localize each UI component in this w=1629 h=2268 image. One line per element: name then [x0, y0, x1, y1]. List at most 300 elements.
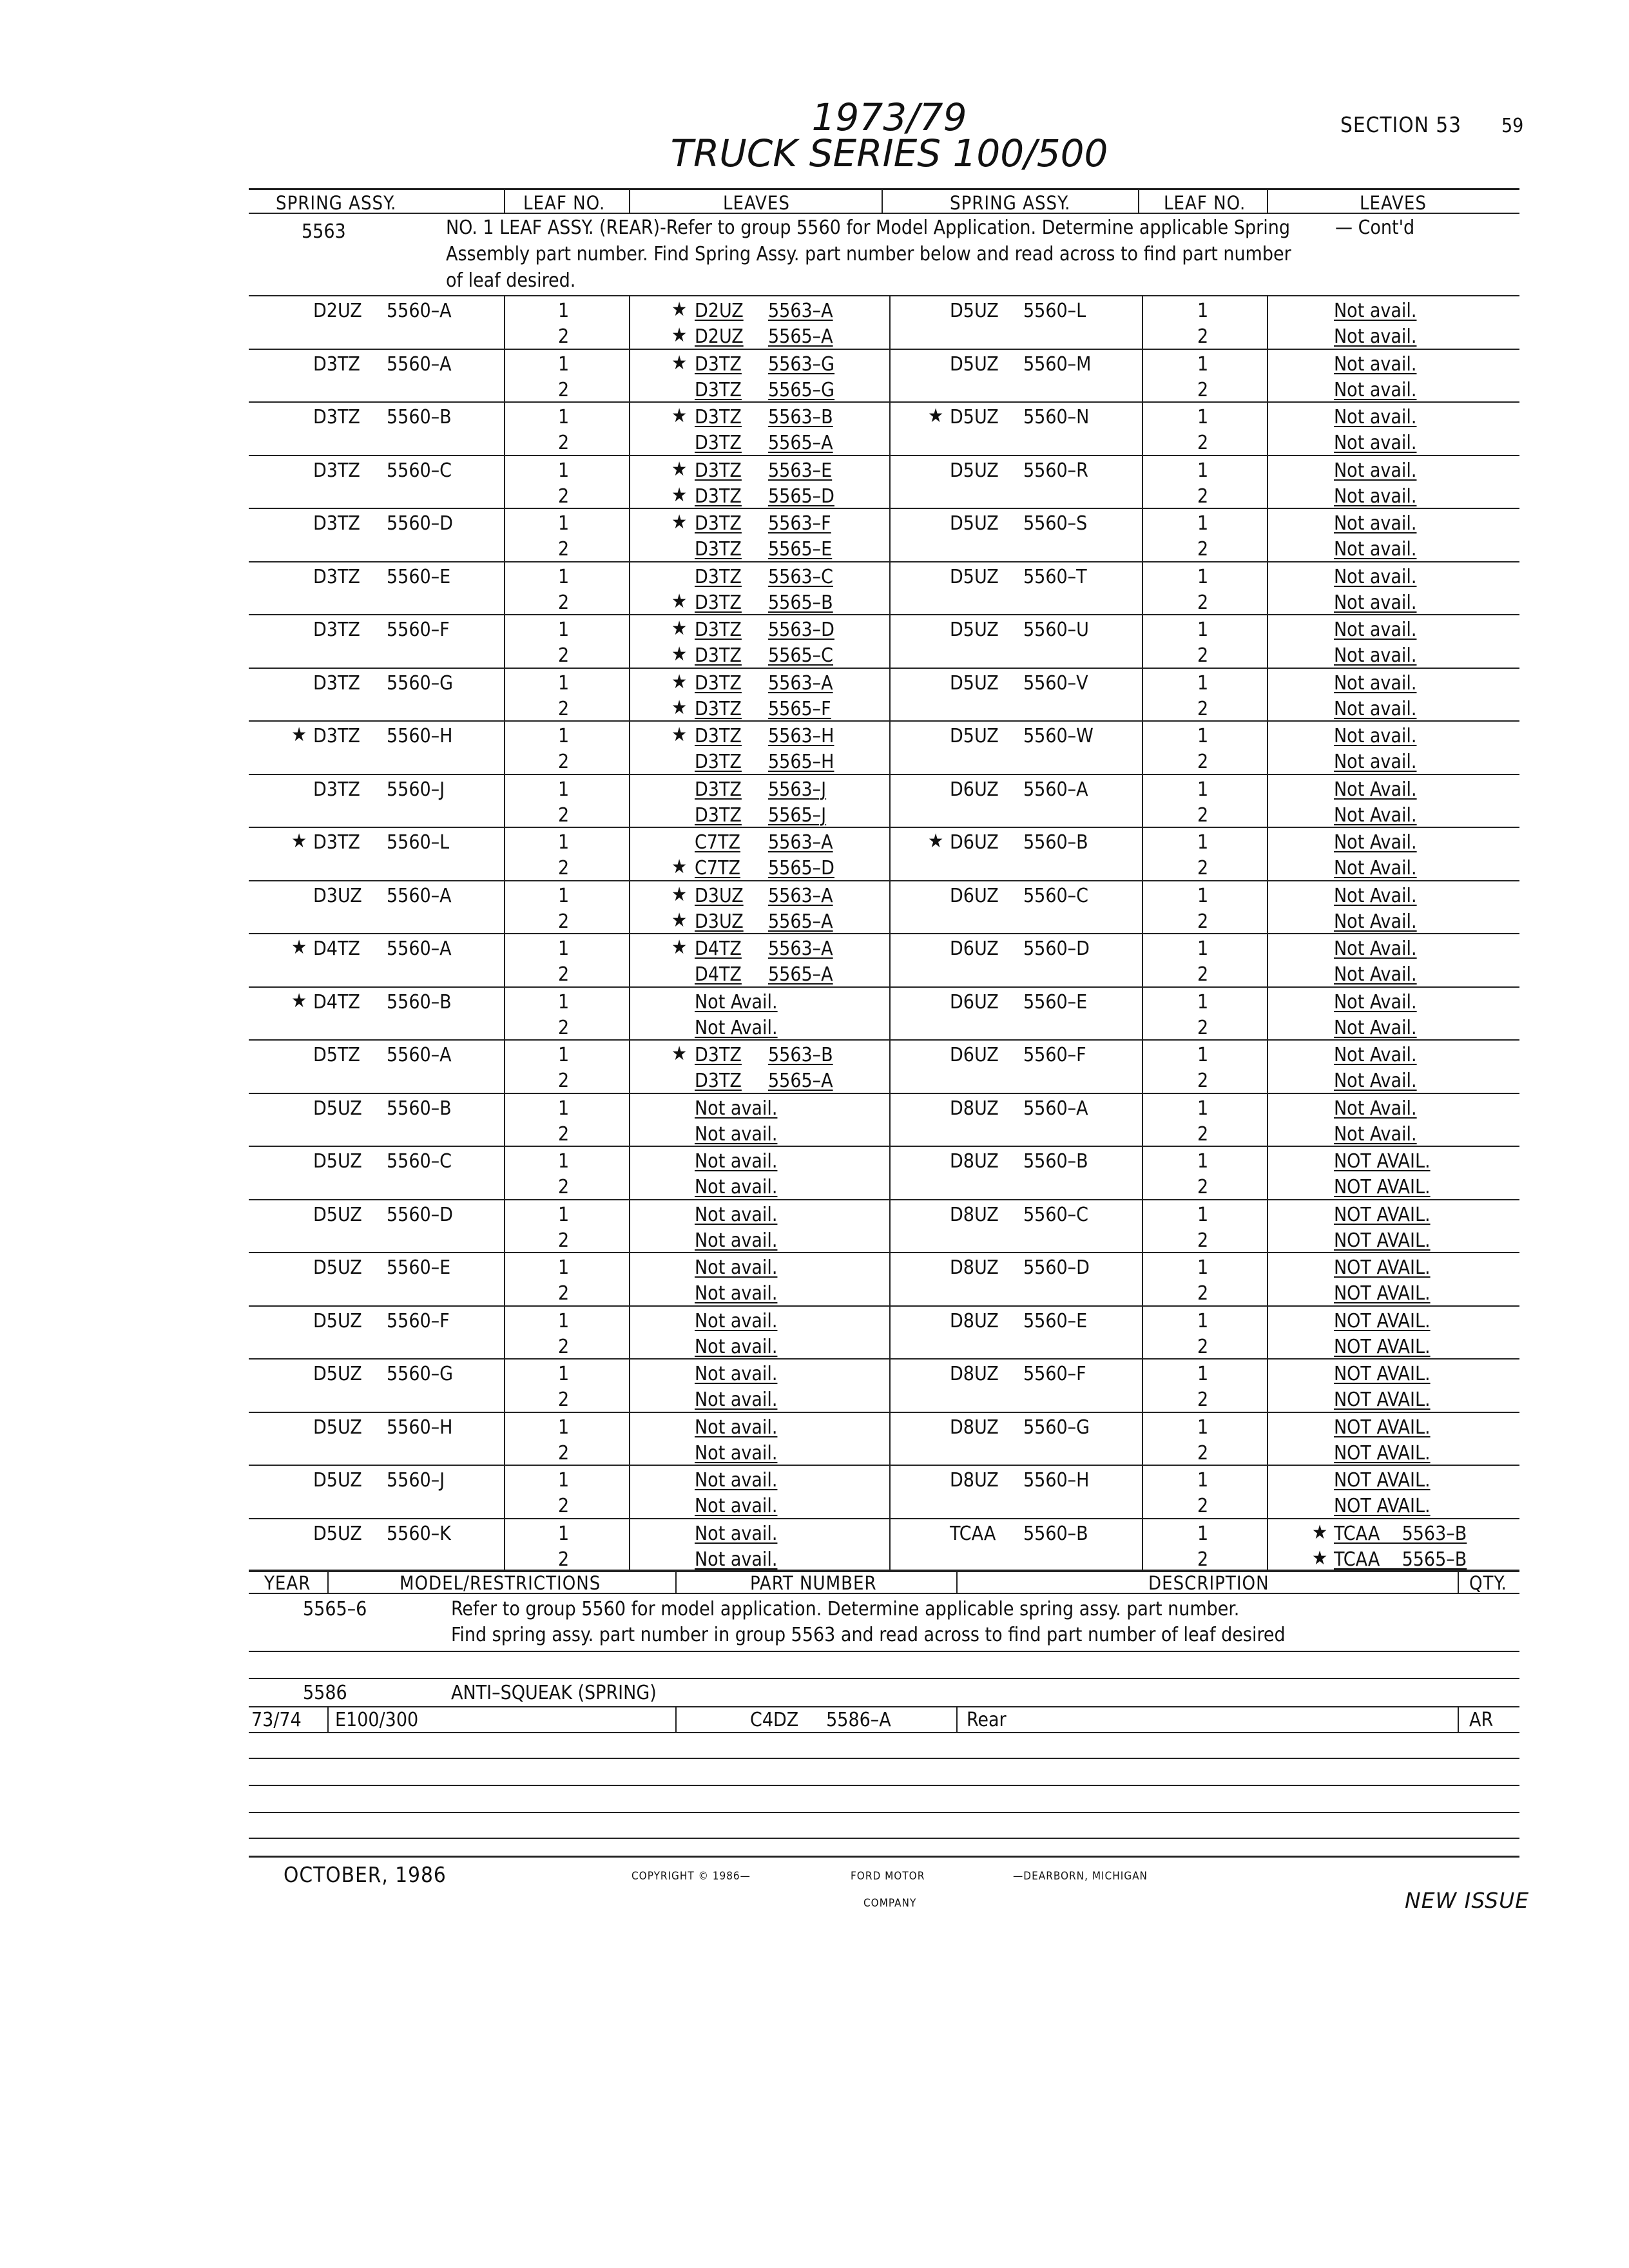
col-header-leaves-2: LEAVES — [1360, 192, 1427, 214]
spring-assy-number-2: 5560–V — [1023, 671, 1088, 695]
spring-assy-number: 5560–A — [387, 300, 452, 322]
group-intro-contd: — Cont'd — [1335, 216, 1415, 239]
leaf-status-right: Not avail. — [1334, 378, 1417, 401]
leaf-status-right: NOT AVAIL. — [1334, 1150, 1431, 1173]
leaf-no-1: 1 — [558, 778, 570, 801]
spring-assy-prefix: D5UZ — [313, 1363, 362, 1385]
leaf-part-prefix: D3TZ — [695, 751, 742, 773]
spring-assy-prefix-2: D5UZ — [950, 352, 999, 376]
leaf-not-avail: Not avail. — [695, 1309, 778, 1332]
leaf-status-right: Not Avail. — [1334, 778, 1417, 801]
spring-assy-prefix: D5UZ — [313, 1522, 362, 1545]
star-icon: ★ — [671, 511, 688, 533]
leaf-part-prefix: D3TZ — [695, 803, 742, 827]
leaf-no-2-right: 2 — [1197, 751, 1209, 773]
footer-new-issue: NEW ISSUE — [1405, 1888, 1530, 1913]
col-divider — [675, 1570, 677, 1593]
spring-assy-prefix-2: D6UZ — [950, 990, 999, 1014]
leaf-status-right: Not Avail. — [1334, 831, 1417, 854]
star-icon: ★ — [1312, 1546, 1328, 1570]
col-divider — [629, 188, 630, 213]
leaf-no-1-right: 1 — [1197, 831, 1209, 854]
leaf-no-1: 1 — [558, 352, 570, 376]
leaf-no-2-right: 2 — [1197, 910, 1209, 933]
leaf-no-2-right: 2 — [1197, 803, 1209, 827]
col-divider — [956, 1706, 958, 1732]
spring-assy-prefix-2: D5UZ — [950, 565, 999, 588]
leaf-no-1: 1 — [558, 1150, 570, 1173]
spring-assy-number-2: 5560–R — [1023, 459, 1088, 482]
spring-assy-prefix-2: D5UZ — [950, 671, 999, 695]
star-icon: ★ — [671, 590, 688, 613]
leaf-no-2-right: 2 — [1197, 1441, 1209, 1465]
spring-assy-prefix-2: D6UZ — [950, 1044, 999, 1066]
col-header-qty: QTY. — [1469, 1572, 1507, 1594]
spring-assy-prefix-2: D8UZ — [950, 1363, 999, 1385]
spring-assy-number: 5560–H — [387, 725, 453, 747]
spring-assy-prefix: D3TZ — [313, 352, 360, 376]
leaf-not-avail: Not avail. — [695, 1122, 778, 1146]
leaf-no-1-right: 1 — [1197, 1203, 1209, 1226]
row-separator — [249, 668, 1519, 669]
leaf-no-1: 1 — [558, 884, 570, 907]
leaf-no-1: 1 — [558, 1044, 570, 1066]
leaf-status-right: Not Avail. — [1334, 990, 1417, 1014]
spring-assy-prefix-2: D8UZ — [950, 1150, 999, 1173]
leaf-no-1: 1 — [558, 1522, 570, 1545]
leaf-status-right: Not Avail. — [1334, 1097, 1417, 1120]
spring-assy-number: 5560–A — [387, 937, 452, 960]
blank-row-rule — [249, 1785, 1519, 1786]
leaf-no-1: 1 — [558, 937, 570, 960]
leaf-status-right: Not avail. — [1334, 485, 1417, 508]
group-code-5563: 5563 — [302, 220, 346, 243]
leaf-no-1: 1 — [558, 300, 570, 322]
leaf-part-number: 5563–A — [768, 300, 833, 322]
row-separator — [249, 1412, 1519, 1413]
spring-assy-number: 5560–A — [387, 352, 452, 376]
leaf-status-right: NOT AVAIL. — [1334, 1389, 1431, 1411]
col-divider — [1458, 1706, 1459, 1732]
star-icon: ★ — [671, 670, 688, 693]
leaf-no-2-right: 2 — [1197, 1122, 1209, 1146]
footer-dearborn: —DEARBORN, MICHIGAN — [1013, 1870, 1148, 1883]
leaf-no-2-right: 2 — [1197, 1335, 1209, 1358]
row-separator — [249, 349, 1519, 350]
row-separator — [249, 827, 1519, 828]
col-header-spring-assy: SPRING ASSY. — [276, 192, 397, 214]
spring-assy-prefix: D5UZ — [313, 1203, 362, 1226]
row-separator — [249, 1199, 1519, 1200]
spring-assy-prefix: D3TZ — [313, 831, 360, 854]
leaf-part-number: 5563–A — [768, 937, 833, 960]
leaf-part-number: 5565–E — [768, 538, 833, 561]
leaf-part-number: 5563–F — [768, 512, 831, 535]
spring-assy-number-2: 5560–G — [1023, 1416, 1090, 1439]
leaf-part-prefix: D3TZ — [695, 378, 742, 401]
spring-assy-prefix-2: D5UZ — [950, 725, 999, 747]
leaf-no-2-right: 2 — [1197, 697, 1209, 720]
leaf-status-right: Not avail. — [1334, 751, 1417, 773]
leaf-no-1: 1 — [558, 831, 570, 854]
row-separator — [249, 1305, 1519, 1307]
row-separator — [249, 295, 1519, 296]
leaf-part-number: 5563–B — [768, 1044, 833, 1066]
spring-assy-prefix-2: D6UZ — [950, 831, 999, 854]
leaf-no-2: 2 — [558, 963, 570, 986]
spring-assy-number: 5560–B — [387, 990, 452, 1014]
spring-assy-number: 5560–E — [387, 565, 451, 588]
leaf-part-prefix: D3TZ — [695, 485, 742, 508]
leaf-part-number: 5565–D — [768, 857, 834, 879]
leaf-no-1-right: 1 — [1197, 459, 1209, 482]
leaf-status-right: NOT AVAIL. — [1334, 1335, 1431, 1358]
leaf-no-2-right: 2 — [1197, 644, 1209, 667]
spring-assy-prefix-2: D5UZ — [950, 459, 999, 482]
row-separator — [249, 1039, 1519, 1041]
leaf-no-2-right: 2 — [1197, 1548, 1209, 1571]
page-year-range: 1973/79 — [811, 95, 967, 139]
leaf-part-prefix: D3TZ — [695, 1070, 742, 1092]
leaf-status-right: NOT AVAIL. — [1334, 1309, 1431, 1332]
leaf-status-right: NOT AVAIL. — [1334, 1495, 1431, 1517]
leaf-status-right: TCAA 5565–B — [1334, 1548, 1467, 1571]
leaf-not-avail: Not avail. — [695, 1416, 778, 1439]
leaf-not-avail: Not avail. — [695, 1389, 778, 1411]
leaf-no-2: 2 — [558, 1016, 570, 1039]
leaf-no-1: 1 — [558, 990, 570, 1014]
footer-company: COMPANY — [863, 1897, 917, 1910]
group-intro-line3: of leaf desired. — [446, 269, 576, 292]
leaf-no-1: 1 — [558, 619, 570, 641]
leaf-part-number: 5563–C — [768, 565, 834, 588]
col-header-model: MODEL/RESTRICTIONS — [400, 1572, 601, 1594]
leaf-no-2: 2 — [558, 1389, 570, 1411]
leaf-status-right: NOT AVAIL. — [1334, 1203, 1431, 1226]
leaf-status-right: Not Avail. — [1334, 803, 1417, 827]
leaf-status-right: Not avail. — [1334, 538, 1417, 561]
leaf-part-prefix: D3TZ — [695, 725, 742, 747]
col-header-leaves: LEAVES — [723, 192, 790, 214]
leaf-part-number: 5563–A — [768, 884, 833, 907]
leaf-no-2: 2 — [558, 1335, 570, 1358]
spring-assy-prefix: D3TZ — [313, 565, 360, 588]
spring-assy-number-2: 5560–E — [1023, 990, 1088, 1014]
blank-row-rule — [249, 1838, 1519, 1839]
spring-assy-number: 5560–L — [387, 831, 450, 854]
leaf-part-number: 5563–D — [768, 619, 834, 641]
row-rule — [249, 1706, 1519, 1707]
leaf-status-right: Not Avail. — [1334, 884, 1417, 907]
leaf-status-right: Not avail. — [1334, 300, 1417, 322]
group-intro-line2: Assembly part number. Find Spring Assy. part number below and read across to find part number — [446, 243, 1291, 265]
spring-assy-number: 5560–G — [387, 1363, 454, 1385]
refer-line1: Refer to group 5560 for model application. Determine applicable spring assy. part number. — [451, 1598, 1240, 1620]
row-separator — [249, 720, 1519, 722]
leaf-part-prefix: C7TZ — [695, 857, 740, 879]
leaf-part-number: 5565–A — [768, 1070, 833, 1092]
leaf-status-right: Not Avail. — [1334, 937, 1417, 960]
leaf-not-avail: Not avail. — [695, 1548, 778, 1571]
leaf-part-prefix: D3TZ — [695, 352, 742, 376]
spring-assy-prefix: D5UZ — [313, 1150, 362, 1173]
spring-assy-number-2: 5560–B — [1023, 1150, 1088, 1173]
spring-assy-number-2: 5560–F — [1023, 1363, 1086, 1385]
leaf-no-2: 2 — [558, 1495, 570, 1517]
leaf-part-prefix: D4TZ — [695, 937, 742, 960]
leaf-part-number: 5563–J — [768, 778, 827, 801]
col-divider — [882, 188, 883, 213]
row-separator — [249, 880, 1519, 881]
star-icon: ★ — [928, 405, 944, 427]
spring-assy-number-2: 5560–W — [1023, 725, 1094, 747]
page-series-title: TRUCK SERIES 100/500 — [670, 131, 1108, 175]
leaf-no-1-right: 1 — [1197, 352, 1209, 376]
leaf-no-2: 2 — [558, 1070, 570, 1092]
row-separator — [249, 455, 1519, 456]
leaf-no-2: 2 — [558, 1176, 570, 1198]
leaf-part-prefix: D3TZ — [695, 619, 742, 641]
spring-assy-number: 5560–J — [387, 1469, 445, 1492]
leaf-no-1: 1 — [558, 725, 570, 747]
leaf-part-prefix: D3TZ — [695, 538, 742, 561]
row-separator — [249, 986, 1519, 988]
leaf-status-right: Not avail. — [1334, 725, 1417, 747]
leaf-not-avail: Not avail. — [695, 1176, 778, 1198]
star-icon: ★ — [671, 643, 688, 666]
spring-assy-prefix: D5UZ — [313, 1309, 362, 1332]
leaf-no-2-right: 2 — [1197, 538, 1209, 561]
spring-assy-number: 5560–F — [387, 619, 450, 641]
leaf-part-number: 5565–J — [768, 803, 827, 827]
leaf-part-prefix: D3UZ — [695, 910, 744, 933]
leaf-no-1-right: 1 — [1197, 1256, 1209, 1279]
row-separator — [249, 1358, 1519, 1360]
spring-assy-number-2: 5560–L — [1023, 300, 1086, 322]
item-description: Rear — [967, 1709, 1007, 1731]
leaf-no-2: 2 — [558, 538, 570, 561]
leaf-no-1: 1 — [558, 1256, 570, 1279]
row-rule — [249, 1678, 1519, 1679]
leaf-status-right: Not avail. — [1334, 325, 1417, 348]
table-top-rule — [249, 188, 1519, 190]
spring-assy-prefix: D3TZ — [313, 671, 360, 695]
leaf-not-avail: Not avail. — [695, 1203, 778, 1226]
spring-assy-number-2: 5560–D — [1023, 1256, 1090, 1279]
leaf-part-prefix: C7TZ — [695, 831, 740, 854]
spring-assy-prefix-2: D6UZ — [950, 778, 999, 801]
leaf-status-right: Not avail. — [1334, 406, 1417, 428]
leaf-no-1-right: 1 — [1197, 1150, 1209, 1173]
leaf-no-1-right: 1 — [1197, 565, 1209, 588]
leaf-not-avail: Not avail. — [695, 1363, 778, 1385]
col-divider — [1138, 188, 1139, 213]
spring-assy-prefix-2: D8UZ — [950, 1097, 999, 1120]
spring-assy-prefix-2: D6UZ — [950, 937, 999, 960]
leaf-part-prefix: D4TZ — [695, 963, 742, 986]
leaf-part-number: 5565–C — [768, 644, 834, 667]
star-icon: ★ — [671, 298, 688, 321]
row-separator — [249, 933, 1519, 934]
row-separator — [249, 561, 1519, 562]
leaf-no-1-right: 1 — [1197, 619, 1209, 641]
star-icon: ★ — [671, 1043, 688, 1065]
spring-assy-number-2: 5560–T — [1023, 565, 1087, 588]
spring-assy-number-2: 5560–D — [1023, 937, 1090, 960]
leaf-part-number: 5565–D — [768, 485, 834, 508]
leaf-no-1: 1 — [558, 1469, 570, 1492]
spring-assy-number: 5560–F — [387, 1309, 450, 1332]
leaf-part-number: 5565–B — [768, 591, 833, 614]
leaf-status-right: Not Avail. — [1334, 910, 1417, 933]
spring-assy-prefix-2: D8UZ — [950, 1309, 999, 1332]
spring-assy-prefix-2: D5UZ — [950, 619, 999, 641]
table-header-rule — [249, 213, 1519, 214]
leaf-not-avail: Not avail. — [695, 1441, 778, 1465]
leaf-part-number: 5565–A — [768, 432, 833, 454]
leaf-no-2: 2 — [558, 1548, 570, 1571]
row-separator — [249, 1093, 1519, 1094]
spring-assy-prefix: D4TZ — [313, 937, 360, 960]
leaf-part-number: 5563–E — [768, 459, 833, 482]
star-icon: ★ — [291, 989, 307, 1012]
star-icon: ★ — [671, 351, 688, 374]
item-model: E100/300 — [335, 1709, 419, 1731]
leaf-status-right: TCAA 5563–B — [1334, 1522, 1467, 1545]
spring-assy-prefix-2: D6UZ — [950, 884, 999, 907]
leaf-not-avail: Not avail. — [695, 1469, 778, 1492]
col-divider — [327, 1706, 329, 1732]
leaf-status-right: NOT AVAIL. — [1334, 1256, 1431, 1279]
leaf-status-right: Not Avail. — [1334, 1044, 1417, 1066]
group-5586-title: ANTI–SQUEAK (SPRING) — [451, 1682, 657, 1704]
leaf-part-prefix: D2UZ — [695, 300, 744, 322]
star-icon: ★ — [671, 883, 688, 906]
leaf-not-avail: Not avail. — [695, 1495, 778, 1517]
blank-row-rule — [249, 1758, 1519, 1759]
footer-date: OCTOBER, 1986 — [284, 1862, 447, 1887]
star-icon: ★ — [291, 830, 307, 852]
leaf-no-2: 2 — [558, 378, 570, 401]
star-icon: ★ — [671, 856, 688, 878]
star-icon: ★ — [1312, 1521, 1328, 1544]
leaf-no-1: 1 — [558, 671, 570, 695]
leaf-no-1-right: 1 — [1197, 1363, 1209, 1385]
leaf-part-number: 5563–H — [768, 725, 834, 747]
leaf-status-right: Not avail. — [1334, 697, 1417, 720]
leaf-no-1-right: 1 — [1197, 778, 1209, 801]
spring-assy-number-2: 5560–B — [1023, 831, 1088, 854]
leaf-no-2-right: 2 — [1197, 1016, 1209, 1039]
row-separator — [249, 1252, 1519, 1253]
leaf-part-prefix: D3TZ — [695, 432, 742, 454]
leaf-no-1-right: 1 — [1197, 406, 1209, 428]
leaf-part-number: 5563–G — [768, 352, 835, 376]
col-header-leaf-no: LEAF NO. — [523, 192, 606, 214]
spring-assy-number-2: 5560–H — [1023, 1469, 1090, 1492]
spring-assy-prefix-2: D5UZ — [950, 512, 999, 535]
col-divider — [327, 1570, 329, 1593]
leaf-no-2: 2 — [558, 1229, 570, 1252]
leaf-status-right: NOT AVAIL. — [1334, 1416, 1431, 1439]
col-divider — [1267, 188, 1268, 213]
spring-assy-prefix: D5UZ — [313, 1097, 362, 1120]
row-separator — [249, 1518, 1519, 1519]
leaf-no-2: 2 — [558, 697, 570, 720]
star-icon: ★ — [671, 324, 688, 347]
spring-assy-number: 5560–A — [387, 884, 452, 907]
leaf-no-1: 1 — [558, 1363, 570, 1385]
leaf-no-2-right: 2 — [1197, 485, 1209, 508]
leaf-part-number: 5565–H — [768, 751, 834, 773]
spring-assy-number: 5560–C — [387, 1150, 452, 1173]
leaf-no-2-right: 2 — [1197, 857, 1209, 879]
leaf-no-1-right: 1 — [1197, 300, 1209, 322]
spring-assy-number-2: 5560–E — [1023, 1309, 1088, 1332]
item-qty: AR — [1469, 1709, 1494, 1731]
spring-assy-prefix: D3UZ — [313, 884, 362, 907]
star-icon: ★ — [291, 724, 307, 746]
row-rule — [249, 1651, 1519, 1652]
leaf-part-number: 5565–G — [768, 378, 835, 401]
star-icon: ★ — [671, 724, 688, 746]
leaf-no-1-right: 1 — [1197, 671, 1209, 695]
leaf-not-avail: Not avail. — [695, 1150, 778, 1173]
spring-assy-number: 5560–A — [387, 1044, 452, 1066]
leaf-status-right: Not Avail. — [1334, 963, 1417, 986]
row-separator — [249, 774, 1519, 775]
leaf-no-2-right: 2 — [1197, 432, 1209, 454]
leaf-not-avail: Not avail. — [695, 1522, 778, 1545]
spring-assy-prefix-2: D8UZ — [950, 1203, 999, 1226]
leaf-no-1: 1 — [558, 512, 570, 535]
spring-assy-number: 5560–G — [387, 671, 454, 695]
leaf-part-number: 5565–F — [768, 697, 831, 720]
leaf-no-2: 2 — [558, 857, 570, 879]
leaf-status-right: Not avail. — [1334, 619, 1417, 641]
spring-assy-number: 5560–K — [387, 1522, 451, 1545]
spring-assy-number-2: 5560–B — [1023, 1522, 1088, 1545]
leaf-part-prefix: D3UZ — [695, 884, 744, 907]
leaf-no-2: 2 — [558, 644, 570, 667]
footer-ford-motor: FORD MOTOR — [851, 1870, 925, 1883]
refer-line2: Find spring assy. part number in group 5563 and read across to find part number of leaf desired — [451, 1624, 1286, 1646]
table2-top-rule — [249, 1570, 1519, 1571]
col-header-part-number: PART NUMBER — [750, 1572, 877, 1594]
leaf-not-avail: Not Avail. — [695, 1016, 778, 1039]
group-code-5586: 5586 — [303, 1682, 347, 1704]
col-divider — [1458, 1570, 1459, 1593]
leaf-no-2-right: 2 — [1197, 963, 1209, 986]
spring-assy-prefix: D5UZ — [313, 1469, 362, 1492]
leaf-part-number: 5563–A — [768, 831, 833, 854]
leaf-no-1-right: 1 — [1197, 884, 1209, 907]
spring-assy-prefix: D4TZ — [313, 990, 360, 1014]
leaf-no-2: 2 — [558, 485, 570, 508]
star-icon: ★ — [671, 696, 688, 719]
leaf-no-1-right: 1 — [1197, 725, 1209, 747]
leaf-not-avail: Not avail. — [695, 1097, 778, 1120]
spring-assy-prefix: D5UZ — [313, 1256, 362, 1279]
col-header-spring-assy-2: SPRING ASSY. — [950, 192, 1071, 214]
spring-assy-prefix: D3TZ — [313, 512, 360, 535]
leaf-no-2-right: 2 — [1197, 1495, 1209, 1517]
spring-assy-number: 5560–B — [387, 406, 452, 428]
spring-assy-number-2: 5560–M — [1023, 352, 1092, 376]
leaf-part-prefix: D3TZ — [695, 697, 742, 720]
leaf-no-1-right: 1 — [1197, 990, 1209, 1014]
leaf-no-2: 2 — [558, 910, 570, 933]
